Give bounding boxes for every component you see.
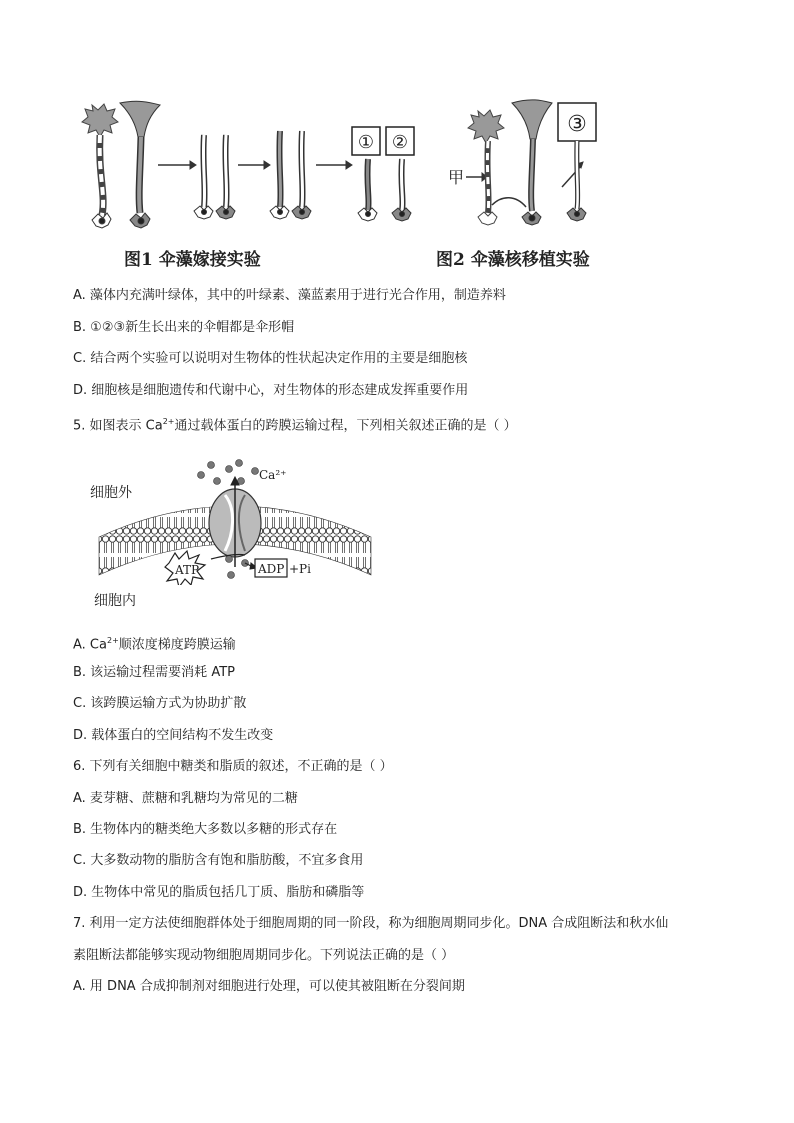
q6-option-d: D. 生物体中常见的脂质包括几丁质、脂肪和磷脂等 bbox=[73, 885, 365, 900]
result-label-3-text: ③ bbox=[567, 112, 587, 137]
algae-result-stage bbox=[567, 141, 586, 221]
q5-option-d: D. 载体蛋白的空间结构不发生改变 bbox=[73, 728, 274, 743]
arrow-icon bbox=[158, 161, 196, 169]
arrow-icon bbox=[466, 173, 487, 181]
algae-stalks-stage1 bbox=[194, 135, 235, 219]
q6-option-a: A. 麦芽糖、蔗糖和乳糖均为常见的二糖 bbox=[73, 791, 298, 806]
algae-umbrella-cap bbox=[492, 100, 552, 225]
ca-ion-icon bbox=[226, 556, 249, 579]
q6-stem: 6. 下列有关细胞中糖类和脂质的叙述，不正确的是（ ） bbox=[73, 759, 393, 774]
algae-flower-cap bbox=[468, 110, 504, 225]
label-jia: 甲 bbox=[448, 168, 465, 187]
figure1-grafting-diagram bbox=[80, 95, 440, 235]
q5-option-a-prefix: A. Ca bbox=[73, 637, 107, 653]
figure1-caption: 图1 伞藻嫁接实验 bbox=[124, 250, 261, 270]
q5-option-a-sup: 2+ bbox=[106, 636, 119, 645]
q5-option-c: C. 该跨膜运输方式为协助扩散 bbox=[73, 696, 247, 711]
pi-label: +Pi bbox=[289, 562, 311, 576]
algae-flower-cap bbox=[82, 104, 118, 228]
algae-grafted-stage bbox=[270, 131, 311, 219]
arrow-icon bbox=[316, 161, 352, 169]
q6-option-c: C. 大多数动物的脂肪含有饱和脂肪酸，不宜多食用 bbox=[73, 853, 364, 868]
arrow-icon bbox=[238, 161, 270, 169]
q7-stem-line2: 素阻断法都能够实现动物细胞周期同步化。下列说法正确的是（ ） bbox=[73, 948, 455, 963]
algae-umbrella-cap bbox=[120, 101, 160, 228]
label-inside-cell: 细胞内 bbox=[94, 593, 136, 609]
q6-option-b: B. 生物体内的糖类绝大多数以多糖的形式存在 bbox=[73, 822, 338, 837]
figure2-nuclear-transplant-diagram bbox=[440, 95, 610, 235]
membrane-transport-diagram bbox=[95, 455, 375, 585]
atp-label: ATP bbox=[175, 563, 200, 577]
result-label-2-text: ② bbox=[391, 132, 409, 153]
result-label-1-text: ① bbox=[357, 132, 375, 153]
ca-ion-icon bbox=[198, 460, 259, 485]
q4-option-b: B. ①②③新生长出来的伞帽都是伞形帽 bbox=[73, 320, 295, 335]
q5-stem-prefix: 5. 如图表示 Ca bbox=[73, 418, 163, 434]
q4-option-c: C. 结合两个实验可以说明对生物体的性状起决定作用的主要是细胞核 bbox=[73, 351, 468, 366]
q4-option-d: D. 细胞核是细胞遗传和代谢中心，对生物体的形态建成发挥重要作用 bbox=[73, 383, 469, 398]
q7-option-a: A. 用 DNA 合成抑制剂对细胞进行处理，可以使其被阻断在分裂间期 bbox=[73, 979, 465, 994]
q5-stem-suffix: 通过载体蛋白的跨膜运输过程，下列相关叙述正确的是（ ） bbox=[174, 418, 517, 434]
adp-label: ADP bbox=[258, 562, 285, 576]
figure2-caption: 图2 伞藻核移植实验 bbox=[436, 250, 590, 270]
q5-option-a-suffix: 顺浓度梯度跨膜运输 bbox=[118, 637, 236, 653]
q5-option-b: B. 该运输过程需要消耗 ATP bbox=[73, 665, 235, 680]
q4-option-a: A. 藻体内充满叶绿体，其中的叶绿素、藻蓝素用于进行光合作用，制造养料 bbox=[73, 288, 506, 303]
algae-result-stage bbox=[358, 159, 411, 221]
q5-option-a bbox=[73, 633, 236, 653]
ca-label: Ca²⁺ bbox=[259, 468, 287, 482]
label-outside-cell: 细胞外 bbox=[90, 485, 132, 501]
q7-stem-line1: 7. 利用一定方法使细胞群体处于细胞周期的同一阶段，称为细胞周期同步化。DNA 合成阻断法和秋水仙 bbox=[73, 916, 669, 931]
q5-stem-sup: 2+ bbox=[162, 417, 175, 426]
q5-stem bbox=[73, 414, 517, 434]
